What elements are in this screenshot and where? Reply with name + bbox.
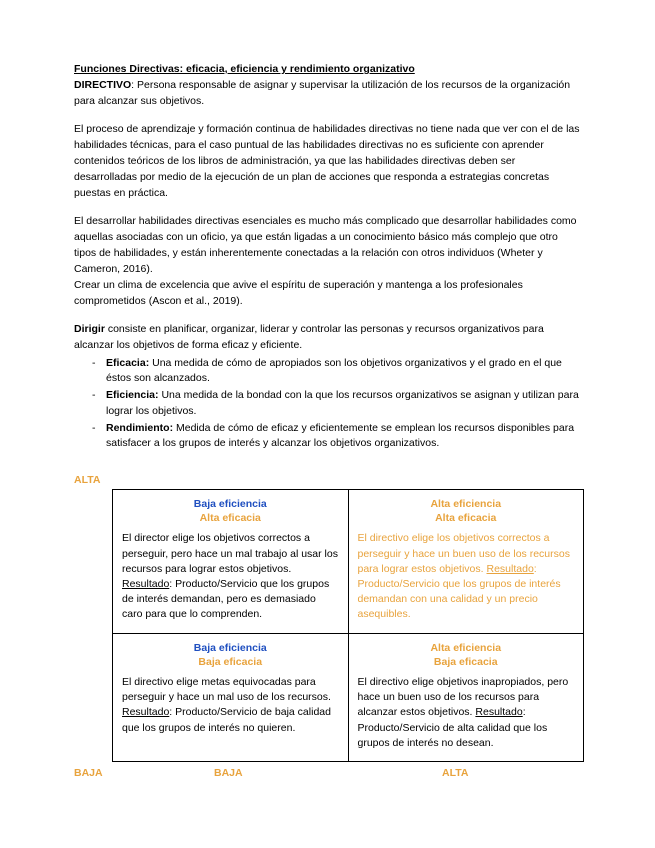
- cell-heading-line1: Alta eficiencia: [430, 498, 502, 511]
- list-item: [92, 388, 581, 420]
- directivo-term: DIRECTIVO: [74, 79, 132, 92]
- bullet-text: Una medida de cómo de apropiados son los objetivos organizativos y el grado en el que éstos son alcanzados.: [106, 356, 562, 385]
- cell-body: [358, 531, 575, 622]
- cell-heading-line1: Baja eficiencia: [193, 498, 267, 511]
- matrix-cell-baja-eficiencia-alta-eficacia: [113, 490, 349, 634]
- paragraph-directivo: [74, 78, 581, 110]
- cell-body-text: El directivo elige objetivos inapropiados, pero hace un buen uso de los recursos para alcanzar estos objetivos.: [357, 676, 569, 719]
- bullet-term: Rendimiento:: [106, 421, 174, 434]
- matrix-cell-alta-eficiencia-baja-eficacia: [348, 633, 584, 761]
- dirigir-term: Dirigir: [74, 322, 105, 335]
- axis-label-top-left: ALTA: [74, 474, 101, 487]
- cell-result-label: Resultado: [122, 706, 170, 719]
- cell-result-label: Resultado: [486, 562, 534, 575]
- axis-label-bottom-mid: BAJA: [214, 767, 243, 780]
- cell-heading-line2: Baja eficacia: [198, 655, 263, 668]
- axis-label-bottom-left: BAJA: [74, 767, 103, 780]
- cell-result-text: : Producto/Servicio de baja calidad que los grupos de interés no quieren.: [122, 706, 331, 734]
- matrix-table: [112, 489, 584, 762]
- page-title: Funciones Directivas: eficacia, eficiencia y rendimiento organizativo: [74, 63, 415, 75]
- dirigir-text: consiste en planificar, organizar, liderar y controlar las personas y recursos organizativos para alcanzar los objetivos de forma eficaz y eficiente.: [74, 322, 544, 351]
- cell-body: [358, 675, 575, 751]
- bullet-text: Una medida de la bondad con la que los recursos organizativos se asignan y utilizan para lograr los objetivos.: [106, 389, 579, 417]
- matrix-bottom-axis: [74, 767, 581, 783]
- table-row: [113, 633, 584, 761]
- cell-result-text: : Producto/Servicio de alta calidad que los grupos de interés no desean.: [357, 706, 548, 749]
- cell-body-text: El director elige los objetivos correctos a perseguir, pero hace un mal trabajo al usar los recursos para lograr estos objetivos.: [122, 532, 338, 575]
- cell-body-text: El directivo elige los objetivos correctos a perseguir y hace un buen uso de los recursos para lograr estos objetivos.: [357, 532, 570, 575]
- cell-body-text: El directivo elige metas equivocadas para perseguir y hace un mal uso de los recursos.: [122, 676, 331, 704]
- cell-body: [122, 531, 339, 622]
- cell-heading-line2: Baja eficacia: [433, 655, 498, 668]
- list-item: [92, 356, 581, 388]
- bullet-term: Eficiencia:: [106, 389, 159, 402]
- directivo-text: : Persona responsable de asignar y supervisar la utilización de los recursos de la organización para alcanzar sus objetivos.: [74, 79, 571, 108]
- paragraph-clima: Crear un clima de excelencia que avive el espíritu de superación y mantenga a los profesionales comprometidos (Ascon et al., 2019).: [74, 278, 523, 307]
- cell-result-label: Resultado: [122, 578, 170, 591]
- cell-body: [122, 675, 339, 736]
- bullet-term: Eficacia:: [106, 356, 150, 369]
- matrix-cell-baja-eficiencia-baja-eficacia: [113, 633, 349, 761]
- efficiency-effectiveness-matrix: [74, 474, 581, 783]
- cell-heading-line2: Alta eficacia: [435, 512, 497, 525]
- cell-heading-line1: Baja eficiencia: [193, 641, 267, 654]
- cell-heading: [122, 497, 339, 525]
- list-item: [92, 421, 581, 453]
- cell-heading: [358, 497, 575, 525]
- cell-heading: [122, 641, 339, 669]
- cell-result-text: : Producto/Servicio que los grupos de interés demandan con una calidad y un precio asequibles.: [357, 562, 561, 621]
- bullet-text: Medida de cómo de eficaz y eficientemente se emplean los recursos disponibles para satisfacer a los grupos de interés y alcanzar los objetivos organizativos.: [106, 421, 575, 450]
- axis-label-bottom-right: ALTA: [442, 767, 469, 780]
- paragraph-habilidades: El desarrollar habilidades directivas esenciales es mucho más complicado que desarrollar habilidades como aquellas asociadas con un oficio, ya que están ligadas a un conocimiento básico más complejo que otro tipos de habilidades, y están inherentemente conectadas a la relación con otros individuos (Wheter y Cameron, 2016).: [74, 214, 577, 275]
- cell-heading: [358, 641, 575, 669]
- definitions-list: [74, 356, 581, 453]
- matrix-cell-alta-eficiencia-alta-eficacia: [348, 490, 584, 634]
- paragraph-dirigir: [74, 322, 581, 354]
- paragraph-aprendizaje: El proceso de aprendizaje y formación continua de habilidades directivas no tiene nada que ver con el de las habilidades técnicas, para el caso puntual de las habilidades directivas no es suficiente con aprender contenidos teóricos de los libros de administración, ya que las habilidades directivas deben ser desarrolladas por medio de la ejecución de un plan de acciones que responda a estrategias concretas puestas en práctica.: [74, 123, 580, 199]
- table-row: [113, 490, 584, 634]
- cell-result-text: : Producto/Servicio que los grupos de interés demandan, pero es demasiado caro para que lo comprenden.: [122, 578, 330, 621]
- cell-heading-line2: Alta eficacia: [199, 512, 261, 525]
- cell-heading-line1: Alta eficiencia: [430, 641, 502, 654]
- cell-result-label: Resultado: [475, 706, 523, 719]
